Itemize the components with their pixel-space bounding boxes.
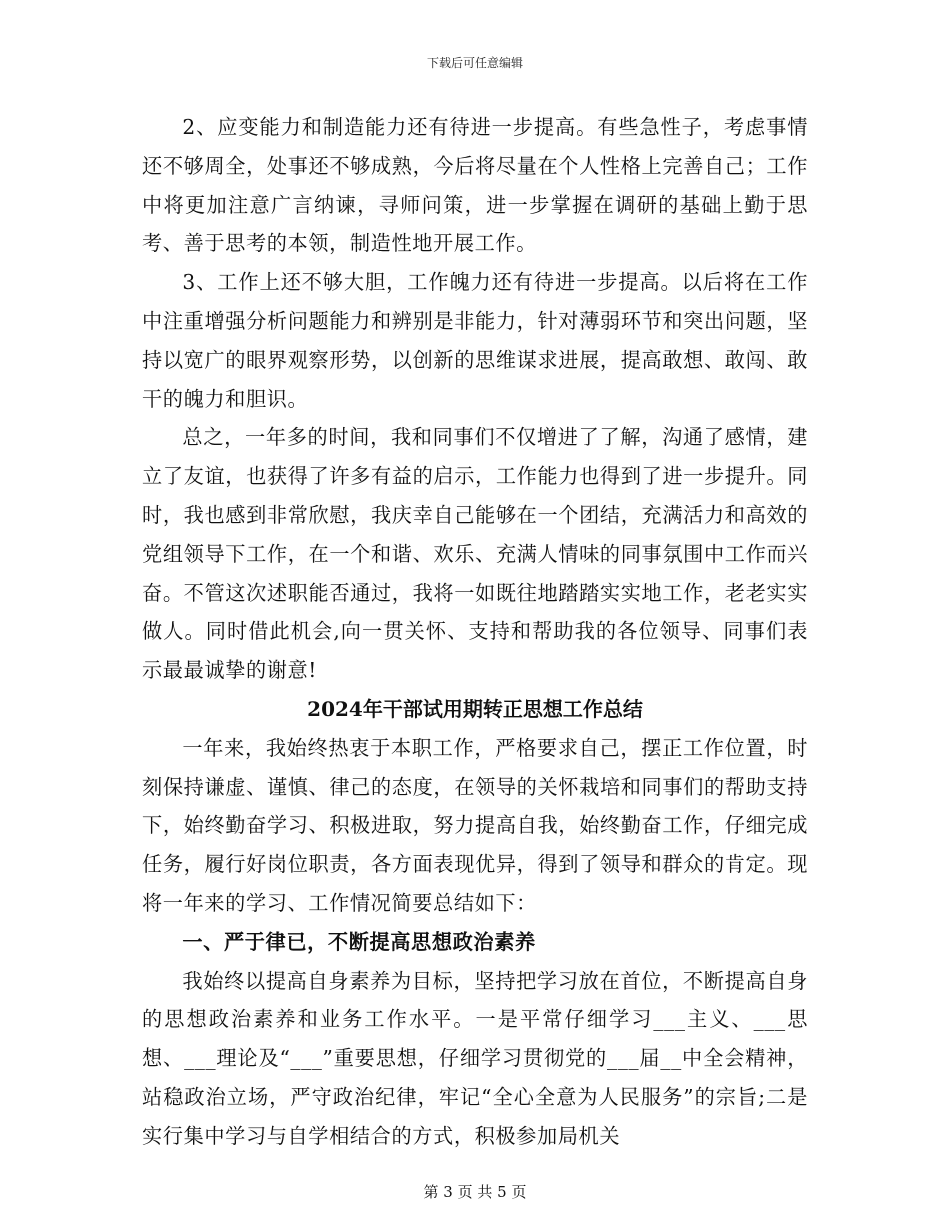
document-body — [142, 108, 808, 1156]
paragraph-section-1: 我始终以提高自身素养为目标，坚持把学习放在首位，不断提高自身的思想政治素养和业务工作水平。一是平常仔细学习___主义、___思想、___理论及“___”重要思想，仔细学习贯彻党的___届__中全会精神，站稳政治立场，严守政治纪律，牢记“全心全意为人民服务”的宗旨;二是实行集中学习与自学相结合的方式，积极参加局机关 — [142, 968, 808, 1148]
paragraph-intro: 一年来，我始终热衷于本职工作，严格要求自己，摆正工作位置，时刻保持谦虚、谨慎、律己的态度，在领导的关怀栽培和同事们的帮助支持下，始终勤奋学习、积极进取，努力提高自我，始终勤奋工作，仔细完成任务，履行好岗位职责，各方面表现优异，得到了领导和群众的肯定。现将一年来的学习、工作情况简要总结如下： — [142, 735, 808, 915]
page-header: 下载后可任意编辑 — [426, 56, 523, 70]
section-heading-1: 一、严于律已，不断提高思想政治素养 — [182, 929, 536, 954]
paragraph-improvement-2: 2、应变能力和制造能力还有待进一步提高。有些急性子，考虑事情还不够周全，处事还不够成熟，今后将尽量在个人性格上完善自己；工作中将更加注意广言纳谏，寻师问策，进一步掌握在调研的基础上勤于思考、善于思考的本领，制造性地开展工作。 — [142, 115, 808, 256]
paragraph-improvement-3: 3、工作上还不够大胆，工作魄力还有待进一步提高。以后将在工作中注重增强分析问题能力和辨别是非能力，针对薄弱环节和突出问题，坚持以宽广的眼界观察形势，以创新的思维谋求进展，提高敢想、敢闯、敢干的魄力和胆识。 — [142, 270, 808, 411]
paragraph-conclusion: 总之，一年多的时间，我和同事们不仅增进了了解，沟通了感情，建立了友谊，也获得了许多有益的启示，工作能力也得到了进一步提升。同时，我也感到非常欣慰，我庆幸自己能够在一个团结，充满活力和高效的党组领导下工作，在一个和谐、欢乐、充满人情味的同事氛围中工作而兴奋。不管这次述职能否通过，我将一如既往地踏踏实实地工作，老老实实做人。同时借此机会,向一贯关怀、支持和帮助我的各位领导、同事们表示最最诚挚的谢意! — [142, 425, 808, 683]
document-title: 2024年干部试用期转正思想工作总结 — [307, 696, 643, 721]
page-number: 第 3 页 共 5 页 — [423, 1183, 527, 1201]
